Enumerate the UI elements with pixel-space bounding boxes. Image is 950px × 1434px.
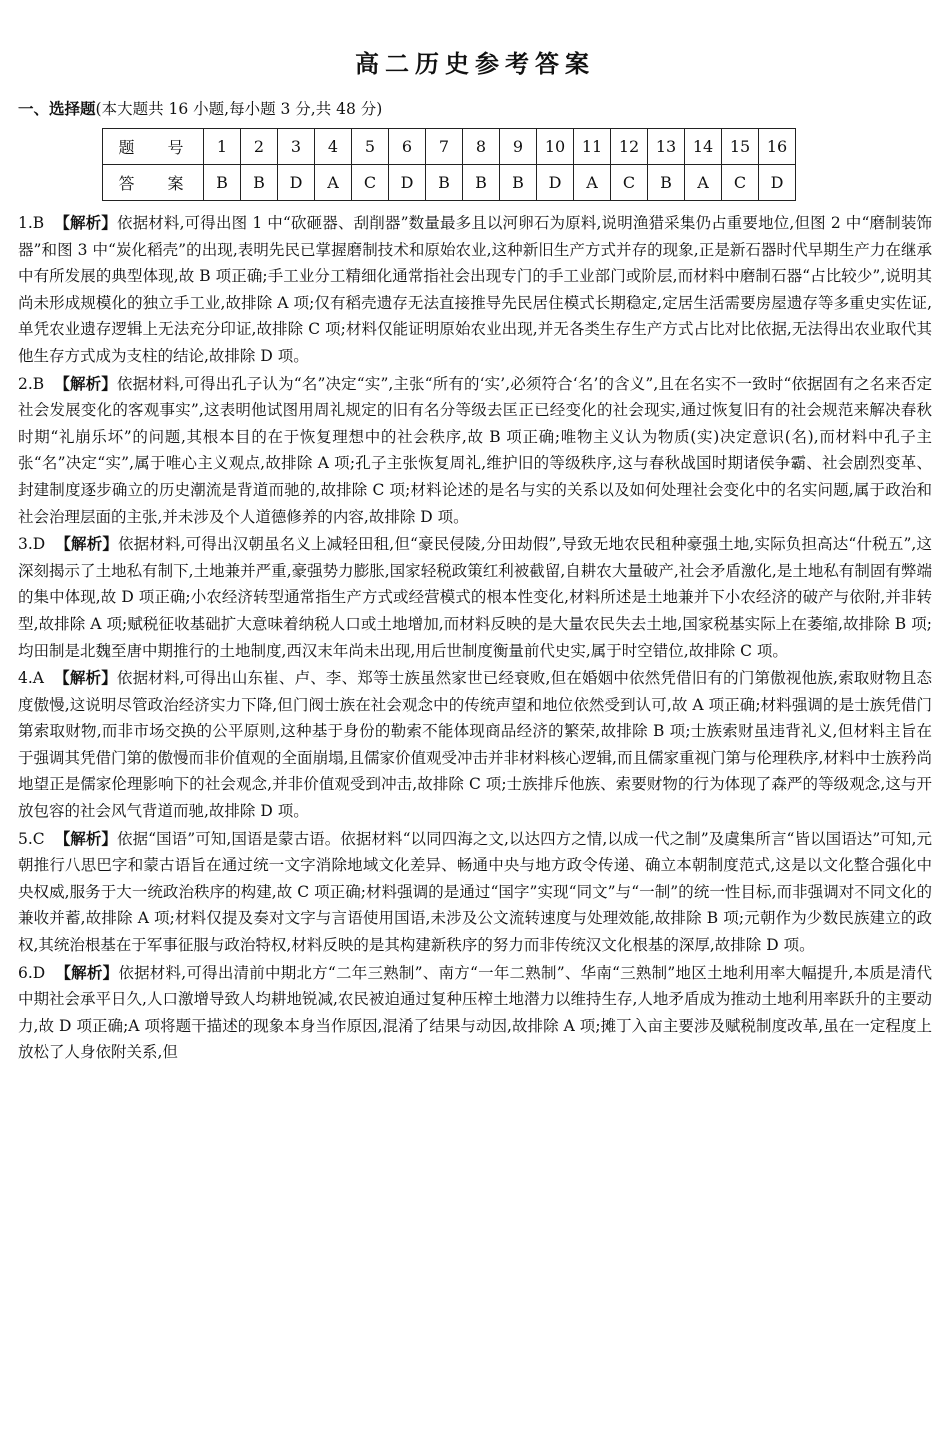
explanation-item bbox=[18, 210, 932, 370]
question-number: 5 bbox=[352, 129, 389, 165]
explanations bbox=[18, 210, 932, 1066]
question-number: 3 bbox=[278, 129, 315, 165]
item-text: 依据材料,可得出孔子认为“名”决定“实”,主张“所有的‘实’,必须符合‘名’的含义”,且在名实不一致时“依据固有之名来否定社会发展变化的客观事实”,这表明他试图用周礼规定的旧有名分等级去匡正已经变化的社会现实,通过恢复旧有的社会规范来解决春秋时期“礼崩乐坏”的问题,其根本目的在于恢复理想中的社会秩序,故 B 项正确;唯物主义认为物质(实)决定意识(名),而材料中孔子主张“名”决定“实”,属于唯心主义观点,故排除 A 项;孔子主张恢复周礼,维护旧的等级秩序,这与春秋战国时期诸侯争霸、社会剧烈变革、封建制度逐步确立的历史潮流是背道而驰的,故排除 C 项;材料论述的是名与实的关系以及如何处理社会变化中的名实问题,属于政治和社会治理层面的主张,并未涉及个人道德修养的内容,故排除 D 项。 bbox=[18, 374, 932, 526]
question-number: 9 bbox=[500, 129, 537, 165]
item-number: 4.A bbox=[18, 669, 44, 688]
answer-cell: C bbox=[352, 165, 389, 201]
answer-cell: B bbox=[648, 165, 685, 201]
question-number: 7 bbox=[426, 129, 463, 165]
question-number: 14 bbox=[685, 129, 722, 165]
item-number: 3.D bbox=[18, 535, 46, 554]
answer-cell: C bbox=[722, 165, 759, 201]
analysis-tag: 【解析】 bbox=[54, 829, 117, 848]
analysis-tag: 【解析】 bbox=[53, 669, 117, 688]
analysis-tag: 【解析】 bbox=[54, 374, 117, 393]
item-text: 依据材料,可得出汉朝虽名义上减轻田租,但“豪民侵陵,分田劫假”,导致无地农民租种豪强土地,实际负担高达“什税五”,这深刻揭示了土地私有制下,土地兼并严重,豪强势力膨胀,国家轻税政策红利被截留,自耕农大量破产,社会矛盾激化,是土地私有制固有弊端的集中体现,故 D 项正确;小农经济转型通常指生产方式或经营模式的根本性变化,材料所述是土地兼并下小农经济的破产与依附,并非转型,故排除 A 项;赋税征收基础扩大意味着纳税人口或土地增加,而材料反映的是大量农民失去土地,国家税基实际上在萎缩,故排除 B 项;均田制是北魏至唐中期推行的土地制度,西汉末年尚未出现,用后世制度衡量前代史实,属于时空错位,故排除 C 项。 bbox=[18, 535, 932, 660]
question-number: 11 bbox=[574, 129, 611, 165]
item-number: 6.D bbox=[18, 963, 46, 982]
item-number: 2.B bbox=[18, 374, 45, 393]
question-number: 8 bbox=[463, 129, 500, 165]
question-number: 6 bbox=[389, 129, 426, 165]
item-number: 5.C bbox=[18, 829, 45, 848]
answer-cell: B bbox=[204, 165, 241, 201]
row-label-answers: 答 案 bbox=[103, 165, 204, 201]
item-number: 1.B bbox=[18, 214, 45, 232]
section-lead: 一、选择题 bbox=[18, 100, 96, 118]
answer-cell: D bbox=[537, 165, 574, 201]
explanation-item bbox=[18, 960, 932, 1066]
answer-table-number-row bbox=[103, 129, 796, 165]
answer-cell: A bbox=[685, 165, 722, 201]
explanation-item bbox=[18, 665, 932, 825]
section-heading bbox=[18, 98, 932, 120]
answer-table bbox=[102, 128, 796, 201]
analysis-tag: 【解析】 bbox=[54, 214, 117, 232]
answer-cell: C bbox=[611, 165, 648, 201]
page-title: 高二历史参考答案 bbox=[355, 50, 595, 78]
explanation-item bbox=[18, 371, 932, 531]
explanation-item bbox=[18, 531, 932, 664]
answer-cell: B bbox=[241, 165, 278, 201]
answer-cell: D bbox=[389, 165, 426, 201]
answer-cell: A bbox=[574, 165, 611, 201]
question-number: 13 bbox=[648, 129, 685, 165]
question-number: 12 bbox=[611, 129, 648, 165]
section-note: (本大题共 16 小题,每小题 3 分,共 48 分) bbox=[95, 100, 383, 118]
question-number: 15 bbox=[722, 129, 759, 165]
answer-cell: B bbox=[463, 165, 500, 201]
explanation-item bbox=[18, 826, 932, 959]
question-number: 1 bbox=[204, 129, 241, 165]
row-label-numbers: 题 号 bbox=[103, 129, 204, 165]
item-text: 依据“国语”可知,国语是蒙古语。依据材料“以同四海之文,以达四方之情,以成一代之制”及虞集所言“皆以国语达”可知,元朝推行八思巴字和蒙古语旨在通过统一文字消除地域文化差异、畅通中央与地方政令传递、确立本朝制度范式,这是以文化整合强化中央权威,服务于大一统政治秩序的构建,故 C 项正确;材料强调的是通过“国字”实现“同文”与“一制”的统一性目标,而非强调对不同文化的兼收并蓄,故排除 A 项;材料仅提及奏对文字与言语使用国语,未涉及公文流转速度与处理效能,故排除 B 项;元朝作为少数民族建立的政权,其统治根基在于军事征服与政治特权,材料反映的是其构建新秩序的努力而非传统汉文化根基的深厚,故排除 D 项。 bbox=[18, 829, 932, 955]
answer-cell: B bbox=[426, 165, 463, 201]
answer-cell: A bbox=[315, 165, 352, 201]
item-text: 依据材料,可得出清前中期北方“二年三熟制”、南方“一年二熟制”、华南“三熟制”地区土地利用率大幅提升,本质是清代中期社会承平日久,人口激增导致人均耕地锐减,农民被迫通过复种压榨土地潜力以维持生存,人地矛盾成为推动土地利用率跃升的主要动力,故 D 项正确;A 项将题干描述的现象本身当作原因,混淆了结果与动因,故排除 A 项;摊丁入亩主要涉及赋税制度改革,虽在一定程度上放松了人身依附关系,但 bbox=[18, 963, 932, 1062]
question-number: 4 bbox=[315, 129, 352, 165]
question-number: 2 bbox=[241, 129, 278, 165]
question-number: 16 bbox=[759, 129, 796, 165]
question-number: 10 bbox=[537, 129, 574, 165]
answer-cell: B bbox=[500, 165, 537, 201]
answer-table-answer-row bbox=[103, 165, 796, 201]
item-text: 依据材料,可得出图 1 中“砍砸器、刮削器”数量最多且以河卵石为原料,说明渔猎采集仍占重要地位,但图 2 中“磨制装饰器”和图 3 中“炭化稻壳”的出现,表明先民已掌握磨制技术和原始农业,这种新旧生产方式并存的现象,正是新石器时代早期生产力在继承中有所发展的典型体现,故 B 项正确;手工业分工精细化通常指社会出现专门的手工业部门或阶层,而材料中磨制石器“占比较少”,说明其尚未形成规模化的独立手工业,故排除 A 项;仅有稻壳遗存无法直接推导先民居住模式长期稳定,定居生活需要房屋遗存等多重史实佐证,单凭农业遗存逻辑上无法充分印证,故排除 C 项;材料仅能证明原始农业出现,并无各类生存生产方式占比对比依据,无法得出农业取代其他生存方式成为支柱的结论,故排除 D 项。 bbox=[18, 214, 932, 365]
answer-cell: D bbox=[278, 165, 315, 201]
answer-cell: D bbox=[759, 165, 796, 201]
analysis-tag: 【解析】 bbox=[55, 963, 119, 982]
item-text: 依据材料,可得出山东崔、卢、李、郑等士族虽然家世已经衰败,但在婚姻中依然凭借旧有的门第傲视他族,索取财物且态度傲慢,这说明尽管政治经济实力下降,但门阀士族在社会观念中的传统声望和地位依然受到认可,故 A 项正确;材料强调的是士族凭借门第索取财物,而非市场交换的公平原则,这种基于身份的勒索不能体现商品经济的繁荣,故排除 B 项;士族索财虽违背礼义,但材料主旨在于强调其凭借门第的傲慢而非价值观的全面崩塌,且儒家价值观受冲击并非材料核心逻辑,而且儒家重视门第与伦理秩序,材料中士族矜尚地望正是儒家伦理影响下的社会观念,并非价值观受到冲击,故排除 C 项;士族排斥他族、索要财物的行为体现了森严的等级观念,这与开放包容的社会风气背道而驰,故排除 D 项。 bbox=[18, 669, 932, 821]
analysis-tag: 【解析】 bbox=[55, 535, 119, 554]
